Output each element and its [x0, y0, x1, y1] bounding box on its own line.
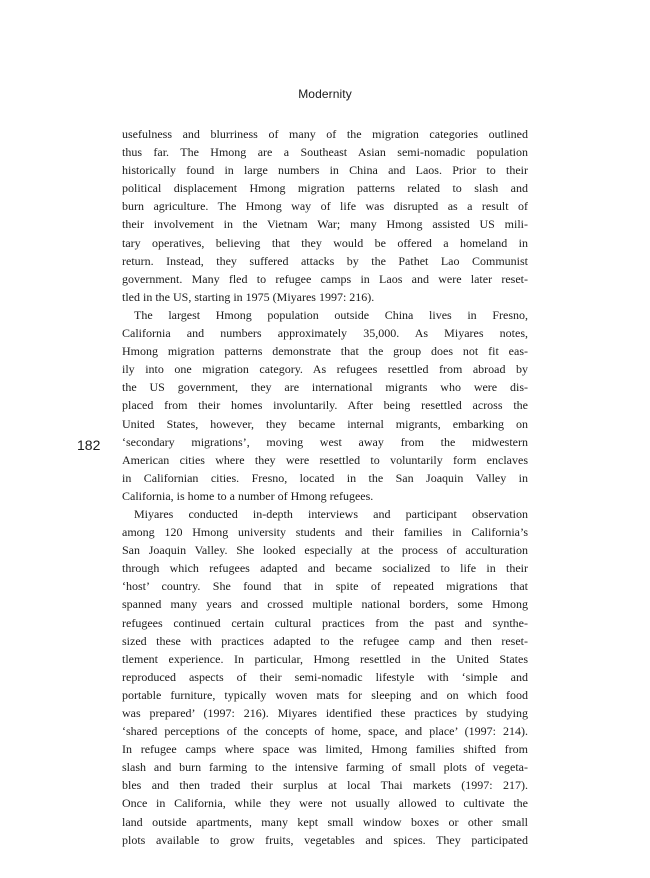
text-line: reproduced aspects of their semi-nomadic lifestyle with ‘simple and [122, 669, 528, 684]
text-line: slash and burn farming to the intensive farming of small plots of vegeta- [122, 760, 528, 775]
text-line: refugees continued certain cultural practices from the past and synthe- [122, 615, 528, 630]
running-head: Modernity [298, 87, 352, 101]
page-number: 182 [77, 437, 101, 453]
text-line: In refugee camps where space was limited, Hmong families shifted from [122, 742, 528, 757]
text-line: the US government, they are international migrants who were dis- [122, 380, 528, 395]
text-line: was prepared’ (1997: 216). Miyares identified these practices by studying [122, 706, 528, 720]
paragraph [122, 306, 528, 505]
text-line: among 120 Hmong university students and their families in California’s [122, 525, 528, 540]
text-line: ily into one migration category. As refugees resettled from abroad by [122, 362, 528, 377]
text-line: ‘shared perceptions of the concepts of home, space, and place’ (1997: 214). [122, 724, 528, 739]
text-line: United States, however, they became internal migrants, embarking on [122, 416, 528, 431]
text-line: Hmong migration patterns demonstrate that the group does not fit eas- [122, 344, 528, 359]
text-line: usefulness and blurriness of many of the migration categories outlined [122, 127, 528, 141]
text-line: bles and then traded their surplus at local Thai markets (1997: 217). [122, 778, 528, 793]
paragraph [122, 505, 528, 849]
text-line: American cities where they were resettled to voluntarily form enclaves [122, 452, 528, 467]
text-line: sized these with practices adapted to the refugee camp and then reset- [122, 633, 528, 648]
text-line: political displacement Hmong migration patterns related to slash and [122, 181, 528, 196]
text-line: tlement experience. In particular, Hmong resettled in the United States [122, 651, 528, 666]
text-line: land outside apartments, many kept small window boxes or other small [122, 814, 528, 829]
text-line: government. Many fled to refugee camps in Laos and were later reset- [122, 271, 528, 286]
text-line: return. Instead, they suffered attacks by the Pathet Lao Communist [122, 253, 528, 268]
text-line: ‘secondary migrations’, moving west away from the midwestern [122, 434, 528, 449]
text-line: San Joaquin Valley. She looked especially at the process of acculturation [122, 543, 528, 558]
text-line: California and numbers approximately 35,000. As Miyares notes, [122, 326, 528, 341]
text-line: The largest Hmong population outside China lives in Fresno, [134, 307, 528, 322]
text-line: burn agriculture. The Hmong way of life was disrupted as a result of [122, 199, 528, 214]
text-line: ‘host’ country. She found that in spite of repeated migrations that [122, 579, 528, 594]
text-line: tled in the US, starting in 1975 (Miyares 1997: 216). [122, 289, 375, 304]
paragraph [122, 125, 528, 306]
text-line: tary operatives, believing that they would be offered a homeland in [122, 235, 528, 250]
text-line: historically found in large numbers in China and Laos. Prior to their [122, 163, 528, 178]
body-text [122, 125, 528, 849]
text-line: Once in California, while they were not usually allowed to cultivate the [122, 796, 528, 811]
text-line: placed from their homes involuntarily. After being resettled across the [122, 398, 528, 413]
text-line: spanned many years and crossed multiple national borders, some Hmong [122, 597, 528, 612]
text-line: thus far. The Hmong are a Southeast Asian semi-nomadic population [122, 145, 528, 160]
text-line: plots available to grow fruits, vegetables and spices. They participated [122, 832, 528, 847]
text-line: their involvement in the Vietnam War; many Hmong assisted US mili- [122, 217, 528, 232]
text-line: California, is home to a number of Hmong refugees. [122, 488, 374, 503]
text-line: through which refugees adapted and became socialized to life in their [122, 561, 528, 576]
text-line: in Californian cities. Fresno, located in the San Joaquin Valley in [122, 470, 528, 485]
text-line: Miyares conducted in-depth interviews and participant observation [134, 506, 528, 521]
text-line: portable furniture, typically woven mats for sleeping and on which food [122, 687, 528, 702]
